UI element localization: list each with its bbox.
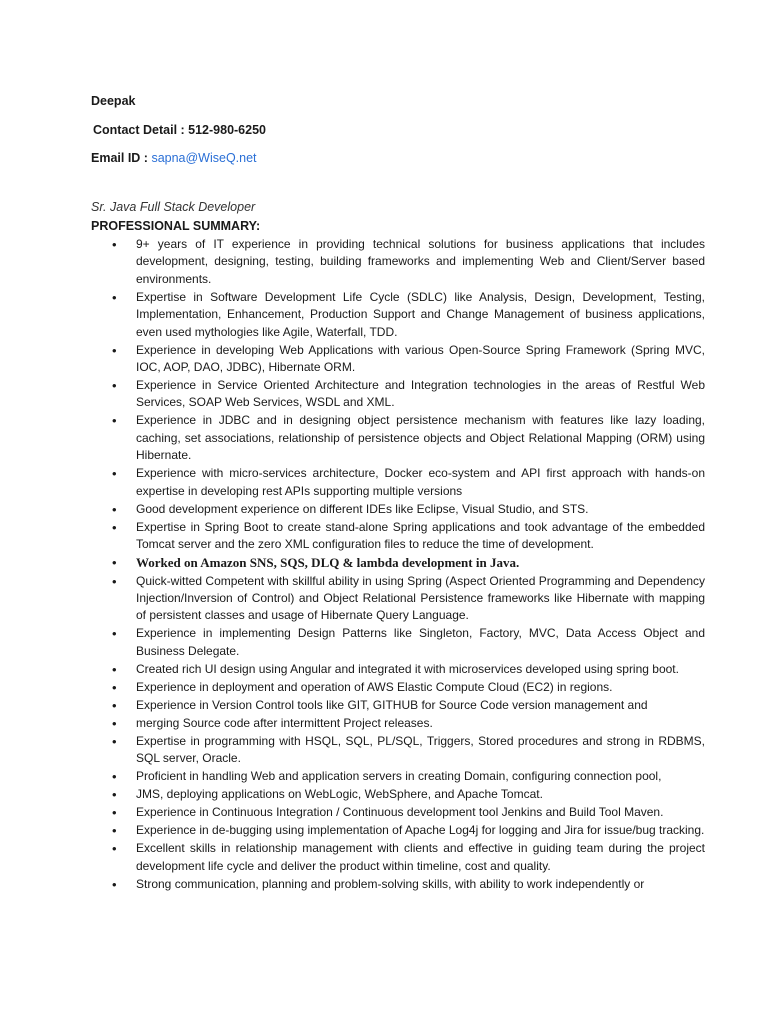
bullet-glyph: •: [112, 573, 117, 589]
summary-bullet: • Experience in Service Oriented Architecture and Integration technologies in the areas of Restful Web Services, SOAP Web Services, WSDL and XML.: [112, 378, 705, 410]
summary-bullet: • Strong communication, planning and problem-solving skills, with ability to work independently or: [112, 876, 645, 892]
summary-bullet-list: [0, 236, 768, 894]
summary-bullet: • Expertise in programming with HSQL, SQL, PL/SQL, Triggers, Stored procedures and strong in RDBMS, SQL server, Oracle.: [112, 733, 705, 766]
candidate-name: Deepak: [91, 94, 136, 108]
bullet-glyph: •: [112, 769, 117, 785]
bullet-glyph: •: [112, 237, 117, 252]
bullet-glyph: •: [112, 841, 117, 857]
bullet-glyph: •: [112, 378, 117, 394]
email-label: Email ID :: [91, 151, 152, 165]
bullet-glyph: •: [112, 697, 117, 713]
bullet-glyph: •: [112, 289, 117, 305]
email-link[interactable]: sapna@WiseQ.net: [151, 151, 257, 165]
summary-bullet: • Experience in deployment and operation of AWS Elastic Compute Cloud (EC2) in regions.: [112, 679, 613, 695]
bullet-glyph: •: [112, 679, 117, 695]
bullet-glyph: •: [112, 805, 117, 821]
summary-bullet: • Experience in developing Web Applications with various Open-Source Spring Framework (Spring MVC, IOC, AOP, DAO, JDBC), Hibernate ORM.: [112, 342, 705, 375]
bullet-glyph: •: [112, 555, 117, 571]
summary-bullet: • JMS, deploying applications on WebLogic, WebSphere, and Apache Tomcat.: [112, 787, 543, 803]
summary-bullet: • 9+ years of IT experience in providing technical solutions for business applications that includes development, designing, testing, building frameworks and implementing Web and Client/Server based environments.: [112, 237, 705, 286]
bullet-glyph: •: [112, 501, 117, 517]
summary-bullet: • Created rich UI design using Angular and integrated it with microservices developed using spring boot.: [112, 661, 679, 677]
summary-bullet: • Worked on Amazon SNS, SQS, DLQ & lambda development in Java.: [112, 555, 520, 571]
job-role-title: Sr. Java Full Stack Developer: [91, 200, 256, 214]
summary-bullet: • Experience with micro-services architecture, Docker eco-system and API first approach with hands-on expertise in developing rest APIs supporting multiple versions: [112, 466, 705, 498]
summary-bullet: • Excellent skills in relationship management with clients and effective in guiding team during the project development life cycle and deliver the product within timeline, cost and quality.: [112, 841, 705, 873]
bullet-glyph: •: [112, 519, 117, 535]
summary-bullet: • Experience in de-bugging using implementation of Apache Log4j for logging and Jira for issue/bug tracking.: [112, 823, 705, 839]
summary-bullet: • Experience in Version Control tools like GIT, GITHUB for Source Code version management and: [112, 697, 648, 713]
summary-bullet: • Expertise in Spring Boot to create stand-alone Spring applications and took advantage of the embedded Tomcat server and the zero XML configuration files to reduce the time of development.: [112, 519, 705, 552]
bullet-glyph: •: [112, 733, 117, 749]
summary-bullet: • Experience in JDBC and in designing object persistence mechanism with features like lazy loading, caching, set associations, relationship of persistence objects and Object Relational Mapping (ORM) using Hibernate.: [112, 413, 705, 463]
bullet-glyph: •: [112, 626, 117, 642]
bullet-glyph: •: [112, 787, 117, 803]
bullet-glyph: •: [112, 715, 117, 731]
summary-bullet: • Quick-witted Competent with skillful ability in using Spring (Aspect Oriented Programming and Dependency Injection/Inversion of Control) and Object Relational Persistence frameworks like Hibernate with mapping of persistent classes and usage of Hibernate Query Language.: [112, 573, 705, 623]
email-line: [91, 151, 257, 165]
bullet-glyph: •: [112, 466, 117, 482]
bullet-glyph: •: [112, 876, 117, 892]
summary-bullet: • Expertise in Software Development Life Cycle (SDLC) like Analysis, Design, Development, Testing, Implementation, Enhancement, Production Support and Change Management of business applications, even used mythologies like Agile, Waterfall, TDD.: [112, 289, 705, 339]
summary-bullet: • Experience in Continuous Integration / Continuous development tool Jenkins and Build Tool Maven.: [112, 805, 664, 821]
bullet-glyph: •: [112, 413, 117, 429]
bullet-glyph: •: [112, 823, 117, 839]
contact-detail: Contact Detail : 512-980-6250: [93, 123, 266, 137]
bullet-glyph: •: [112, 661, 117, 677]
summary-bullet: • Good development experience on different IDEs like Eclipse, Visual Studio, and STS.: [112, 501, 589, 517]
summary-bullet: • Proficient in handling Web and application servers in creating Domain, configuring connection pool,: [112, 769, 662, 785]
professional-summary-heading: PROFESSIONAL SUMMARY:: [91, 219, 261, 233]
bullet-glyph: •: [112, 342, 117, 358]
summary-bullet: • merging Source code after intermittent Project releases.: [112, 715, 433, 731]
summary-bullet: • Experience in implementing Design Patterns like Singleton, Factory, MVC, Data Access Object and Business Delegate.: [112, 626, 705, 658]
